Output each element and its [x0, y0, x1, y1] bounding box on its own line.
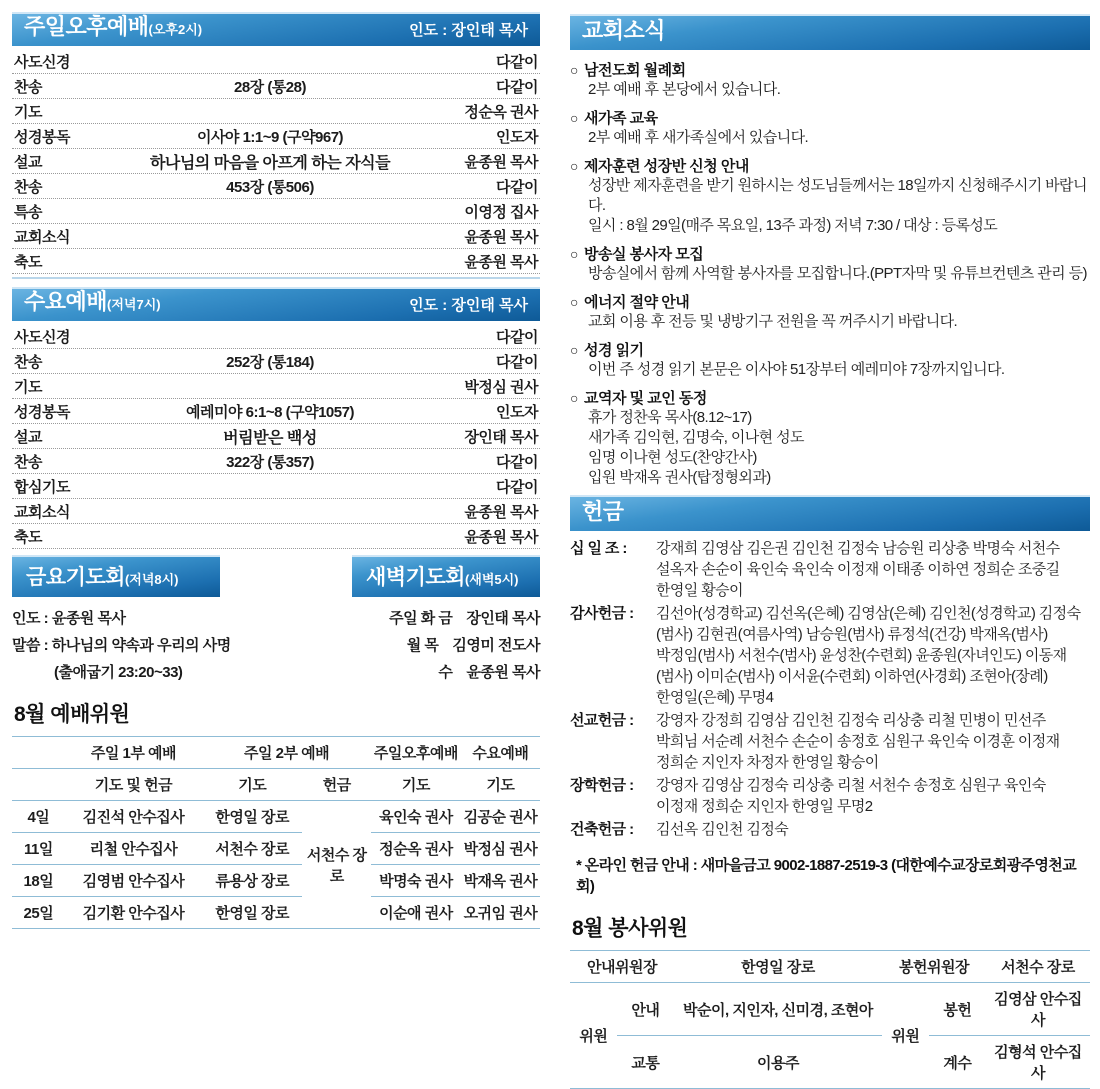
table-row	[12, 833, 540, 865]
offering-chair-name: 서천수 장로	[986, 951, 1090, 983]
column-header: 수요예배	[461, 737, 540, 769]
column-header: 기도	[371, 769, 461, 801]
order-row	[12, 199, 540, 224]
date-cell: 11일	[12, 833, 65, 865]
column-header: 기도	[202, 769, 302, 801]
section-wednesday-worship	[12, 287, 540, 549]
traffic-member: 이용주	[674, 1036, 882, 1089]
order-item-person: 윤종원 목사	[464, 253, 538, 271]
section-header-left	[582, 495, 624, 526]
news-item-title-text: 제자훈련 성장반 신청 안내	[583, 158, 749, 175]
news-item-line: 새가족 김익현, 김명숙, 이나현 성도	[588, 429, 804, 446]
wednesday-service-cell: 박정심 권사	[461, 833, 540, 865]
guide-chair-name: 한영일 장로	[674, 951, 882, 983]
section-service-committee	[570, 912, 1090, 1089]
news-item-title	[570, 107, 1090, 128]
worship-committee-table	[12, 736, 540, 929]
wednesday-service-cell: 오귀임 권사	[461, 897, 540, 929]
news-item-title-text: 에너지 절약 안내	[583, 294, 690, 311]
section-worship-committee	[12, 698, 540, 929]
column-header: 기도 및 헌금	[65, 769, 202, 801]
dawn-prayer-header	[352, 555, 540, 597]
news-item-title-text: 남전도회 월례회	[583, 62, 686, 79]
column-header: 주일오후예배	[371, 737, 461, 769]
table-row	[12, 865, 540, 897]
order-item-label: 찬송	[14, 353, 42, 371]
order-item-label: 특송	[14, 203, 42, 221]
date-cell: 4일	[12, 801, 65, 833]
order-item-label: 찬송	[14, 453, 42, 471]
order-item-person: 다같이	[496, 328, 538, 346]
offering-entry-names: 강영자 김영삼 김정숙 리상충 리철 서천수 송정호 심원구 육인숙 이정재 정희순 지인자 한영일 무명2	[656, 777, 1046, 815]
prayer-headers-row	[12, 555, 540, 597]
news-item	[570, 59, 1090, 100]
news-item	[570, 243, 1090, 284]
offering-label: 봉헌	[929, 983, 986, 1036]
order-item-content: 버림받은 백성	[223, 429, 317, 447]
order-row	[12, 524, 540, 549]
wednesday-service-cell: 박재옥 권사	[461, 865, 540, 897]
order-item-label: 축도	[14, 528, 42, 546]
guide-chair-label: 안내위원장	[570, 951, 674, 983]
news-item-title-text: 방송실 봉사자 모집	[583, 246, 704, 263]
order-item-person: 장인태 목사	[464, 428, 538, 446]
order-row	[12, 174, 540, 199]
news-item-title	[570, 155, 1090, 176]
section-header	[570, 14, 1090, 50]
offering-entry	[570, 775, 1090, 817]
second-service-offering-cell: 서천수 장로	[302, 801, 371, 929]
news-item-line: 성장반 제자훈련을 받기 원하시는 성도님들께서는 18일까지 신청해주시기 바랍니다.	[588, 177, 1087, 214]
news-item-line: 교회 이용 후 전등 및 냉방기구 전원을 꼭 꺼주시기 바랍니다.	[588, 313, 958, 330]
section-header	[12, 12, 540, 46]
date-cell: 18일	[12, 865, 65, 897]
second-service-prayer-cell: 한영일 장로	[202, 801, 302, 833]
order-row	[12, 49, 540, 74]
order-row	[12, 474, 540, 499]
section-leader: 인도 : 장인태 목사	[409, 22, 528, 39]
prayer-days: 수	[438, 664, 453, 681]
news-item-title	[570, 339, 1090, 360]
order-item-person: 다같이	[496, 53, 538, 71]
circle-bullet-icon: ○	[570, 110, 578, 126]
circle-bullet-icon: ○	[570, 246, 578, 262]
order-row	[12, 349, 540, 374]
table-row	[570, 983, 1090, 1036]
order-item-content: 453장 (통506)	[226, 178, 314, 196]
first-service-cell: 리철 안수집사	[65, 833, 202, 865]
news-item	[570, 107, 1090, 148]
prayer-person: 윤종원 목사	[466, 664, 540, 681]
section-title: 교회소식	[582, 18, 666, 43]
order-row	[12, 324, 540, 349]
order-item-content: 예레미야 6:1~8 (구약1057)	[186, 403, 354, 421]
section-title: 주일오후예배	[24, 14, 149, 39]
order-item-person: 다같이	[496, 78, 538, 96]
column-header: 주일 2부 예배	[202, 737, 371, 769]
order-row	[12, 99, 540, 124]
section-leader: 인도 : 장인태 목사	[409, 297, 528, 314]
service-committee-table	[570, 950, 1090, 1089]
prayer-days: 주일 화 금	[389, 610, 453, 627]
order-item-label: 찬송	[14, 178, 42, 196]
order-item-content: 하나님의 마음을 아프게 하는 자식들	[149, 154, 391, 172]
section-offering	[570, 495, 1090, 896]
news-item-title-text: 성경 읽기	[583, 342, 644, 359]
news-item-line: 2부 예배 후 본당에서 있습니다.	[588, 81, 781, 98]
order-item-person: 윤종원 목사	[464, 528, 538, 546]
date-cell: 25일	[12, 897, 65, 929]
circle-bullet-icon: ○	[570, 158, 578, 174]
section-title: 헌금	[582, 499, 624, 524]
section-time: (저녁8시)	[124, 572, 179, 587]
count-member: 김형석 안수집사	[986, 1036, 1090, 1089]
order-item-label: 합심기도	[14, 478, 70, 496]
wednesday-service-cell: 김공순 권사	[461, 801, 540, 833]
order-item-label: 기도	[14, 103, 42, 121]
order-row	[12, 149, 540, 174]
member-label: 위원	[882, 983, 929, 1089]
prayer-contents-row	[12, 605, 540, 686]
prayer-line: 말씀 : 하나님의 약속과 우리의 사명	[12, 637, 231, 654]
order-item-content: 252장 (통184)	[226, 353, 314, 371]
offering-entry-label: 십 일 조 :	[570, 540, 627, 557]
offering-entry-names: 김선옥 김인천 김정숙	[656, 821, 789, 838]
order-item-label: 성경봉독	[14, 403, 70, 421]
section-sunday-afternoon-worship	[12, 12, 540, 279]
column-header: 헌금	[302, 769, 371, 801]
second-service-prayer-cell: 류용상 장로	[202, 865, 302, 897]
order-item-person: 박정심 권사	[464, 378, 538, 396]
section-title: 수요예배	[24, 289, 108, 314]
prayer-line	[340, 632, 540, 659]
news-item-line: 임명 이나현 성도(찬양간사)	[588, 449, 757, 466]
order-item-person: 다같이	[496, 353, 538, 371]
order-item-person: 인도자	[496, 403, 538, 421]
order-item-person: 정순옥 권사	[464, 103, 538, 121]
order-item-person: 인도자	[496, 128, 538, 146]
section-church-news	[570, 14, 1090, 488]
online-offering-note: * 온라인 헌금 안내 : 새마을금고 9002-1887-2519-3 (대한예수교장로회광주영천교회)	[576, 857, 1077, 895]
section-time: (새벽5시)	[464, 572, 519, 587]
table-header-row	[12, 769, 540, 801]
circle-bullet-icon: ○	[570, 294, 578, 310]
section-header	[12, 287, 540, 321]
section-header-left	[24, 10, 202, 41]
first-service-cell: 김진석 안수집사	[65, 801, 202, 833]
right-column	[570, 12, 1090, 1082]
afternoon-service-cell: 박명숙 권사	[371, 865, 461, 897]
section-header	[570, 495, 1090, 531]
section-time: (저녁7시)	[107, 297, 161, 312]
prayer-line	[340, 659, 540, 686]
news-item-title	[570, 243, 1090, 264]
order-item-person: 이영정 집사	[464, 203, 538, 221]
news-item-line: 휴가 정찬욱 목사(8.12~17)	[588, 409, 752, 426]
offering-entry-names: 강영자 강정희 김영삼 김인천 김정숙 리상충 리철 민병이 민선주 박희님 서순례 서천수 손순이 송정호 심원구 육인숙 이경훈 이정재 정희순 지인자 차정자 한영일 황승이	[656, 712, 1060, 771]
order-item-label: 축도	[14, 253, 42, 271]
afternoon-service-cell: 이순애 권사	[371, 897, 461, 929]
order-item-person: 윤종원 목사	[464, 153, 538, 171]
table-row	[570, 1036, 1090, 1089]
left-column	[12, 12, 540, 930]
news-item	[570, 339, 1090, 380]
order-item-label: 설교	[14, 153, 42, 171]
news-item-title	[570, 387, 1090, 408]
service-rows	[12, 324, 540, 549]
prayer-person: 장인태 목사	[466, 610, 540, 627]
dawn-prayer-content	[340, 605, 540, 686]
section-header-left	[24, 285, 161, 316]
order-row	[12, 449, 540, 474]
guide-members: 박순이, 지인자, 신미경, 조현아	[674, 983, 882, 1036]
section-title: 새벽기도회	[366, 566, 465, 589]
offering-entry-label: 선교헌금 :	[570, 712, 634, 729]
offering-entry	[570, 538, 1090, 601]
order-row	[12, 499, 540, 524]
member-label: 위원	[570, 983, 617, 1089]
order-item-content: 28장 (통28)	[233, 78, 306, 96]
afternoon-service-cell: 육인숙 권사	[371, 801, 461, 833]
news-item	[570, 387, 1090, 488]
afternoon-service-cell: 정순옥 권사	[371, 833, 461, 865]
order-item-person: 다같이	[496, 453, 538, 471]
order-item-label: 기도	[14, 378, 42, 396]
section-time: (오후2시)	[148, 22, 203, 37]
table-row	[12, 801, 540, 833]
news-item	[570, 291, 1090, 332]
service-rows	[12, 49, 540, 274]
offering-member: 김영삼 안수집사	[986, 983, 1090, 1036]
order-item-label: 교회소식	[14, 228, 70, 246]
offering-entry-label: 건축헌금 :	[570, 821, 634, 838]
column-header: 기도	[461, 769, 540, 801]
order-item-label: 교회소식	[14, 503, 70, 521]
order-item-label: 성경봉독	[14, 128, 70, 146]
order-item-label: 찬송	[14, 78, 42, 96]
second-service-prayer-cell: 한영일 장로	[202, 897, 302, 929]
order-row	[12, 399, 540, 424]
prayer-line: (출애굽기 23:20~33)	[54, 664, 183, 681]
news-item-title	[570, 59, 1090, 80]
traffic-label: 교통	[617, 1036, 674, 1089]
circle-bullet-icon: ○	[570, 342, 578, 358]
order-row	[12, 74, 540, 99]
first-service-cell: 김영범 안수집사	[65, 865, 202, 897]
friday-prayer-header	[12, 555, 220, 597]
friday-prayer-content	[12, 605, 312, 686]
order-row	[12, 124, 540, 149]
block-title: 8월 예배위원	[14, 703, 130, 726]
news-item-line: 방송실에서 함께 사역할 봉사자를 모집합니다.(PPT자막 및 유튜브컨텐츠 관리 등)	[588, 265, 1087, 282]
second-service-prayer-cell: 서천수 장로	[202, 833, 302, 865]
order-item-label: 사도신경	[14, 328, 70, 346]
column-header	[12, 737, 65, 769]
prayer-line: 인도 : 윤종원 목사	[12, 610, 126, 627]
offering-list	[570, 538, 1090, 840]
circle-bullet-icon: ○	[570, 390, 578, 406]
offering-entry-names: 강재희 김영삼 김은권 김인천 김정숙 남승원 리상충 박명숙 서천수 설옥자 손순이 육인숙 육인숙 이정재 이태종 이하연 정희순 조중길 한영일 황승이	[656, 540, 1060, 599]
table-row	[570, 951, 1090, 983]
news-item-line: 이번 주 성경 읽기 본문은 이사야 51장부터 예레미야 7장까지입니다.	[588, 361, 1005, 378]
prayer-person: 김영미 전도사	[452, 637, 540, 654]
offering-entry	[570, 603, 1090, 708]
news-item-line: 일시 : 8월 29일(매주 목요일, 13주 과정) 저녁 7:30 / 대상 : 등록성도	[588, 217, 998, 234]
offering-entry-label: 장학헌금 :	[570, 777, 634, 794]
order-row	[12, 374, 540, 399]
section-header-left	[582, 14, 665, 45]
offering-chair-label: 봉헌위원장	[882, 951, 986, 983]
news-list	[570, 59, 1090, 488]
first-service-cell: 김기환 안수집사	[65, 897, 202, 929]
circle-bullet-icon: ○	[570, 62, 578, 78]
order-item-person: 다같이	[496, 178, 538, 196]
order-item-label: 설교	[14, 428, 42, 446]
offering-entry	[570, 819, 1090, 840]
order-item-person: 윤종원 목사	[464, 503, 538, 521]
news-item-title	[570, 291, 1090, 312]
column-header: 주일 1부 예배	[65, 737, 202, 769]
offering-entry	[570, 710, 1090, 773]
news-item-title-text: 교역자 및 교인 동정	[583, 390, 707, 407]
prayer-line	[340, 605, 540, 632]
prayer-days: 월 목	[406, 637, 439, 654]
order-item-person: 윤종원 목사	[464, 228, 538, 246]
offering-entry-names: 김선아(성경학교) 김선옥(은혜) 김영삼(은혜) 김인천(성경학교) 김정숙(범사) 김현권(여름사역) 남승원(범사) 류정석(건강) 박재옥(범사) 박정임(범사) 서천수(범사) 윤성찬(수련회) 윤종원(자녀인도) 이동재(범사) 이미순(범사) 이서윤(수련회) 이하연(사경회) 조현아(장례) 한영일(은혜) 무명4	[656, 605, 1081, 706]
block-title: 8월 봉사위원	[572, 917, 688, 940]
order-item-content: 322장 (통357)	[226, 453, 314, 471]
order-item-label: 사도신경	[14, 53, 70, 71]
order-item-content: 이사야 1:1~9 (구약967)	[196, 128, 344, 146]
offering-entry-label: 감사헌금 :	[570, 605, 634, 622]
order-row	[12, 249, 540, 274]
guide-label: 안내	[617, 983, 674, 1036]
news-item	[570, 155, 1090, 236]
news-item-title-text: 새가족 교육	[583, 110, 658, 127]
table-row	[12, 897, 540, 929]
column-header	[12, 769, 65, 801]
table-header-row	[12, 737, 540, 769]
order-row	[12, 424, 540, 449]
order-row	[12, 224, 540, 249]
news-item-line: 2부 예배 후 새가족실에서 있습니다.	[588, 129, 809, 146]
count-label: 계수	[929, 1036, 986, 1089]
order-item-person: 다같이	[496, 478, 538, 496]
section-title: 금요기도회	[26, 566, 125, 589]
news-item-line: 입원 박재옥 권사(탑정형외과)	[588, 469, 771, 486]
